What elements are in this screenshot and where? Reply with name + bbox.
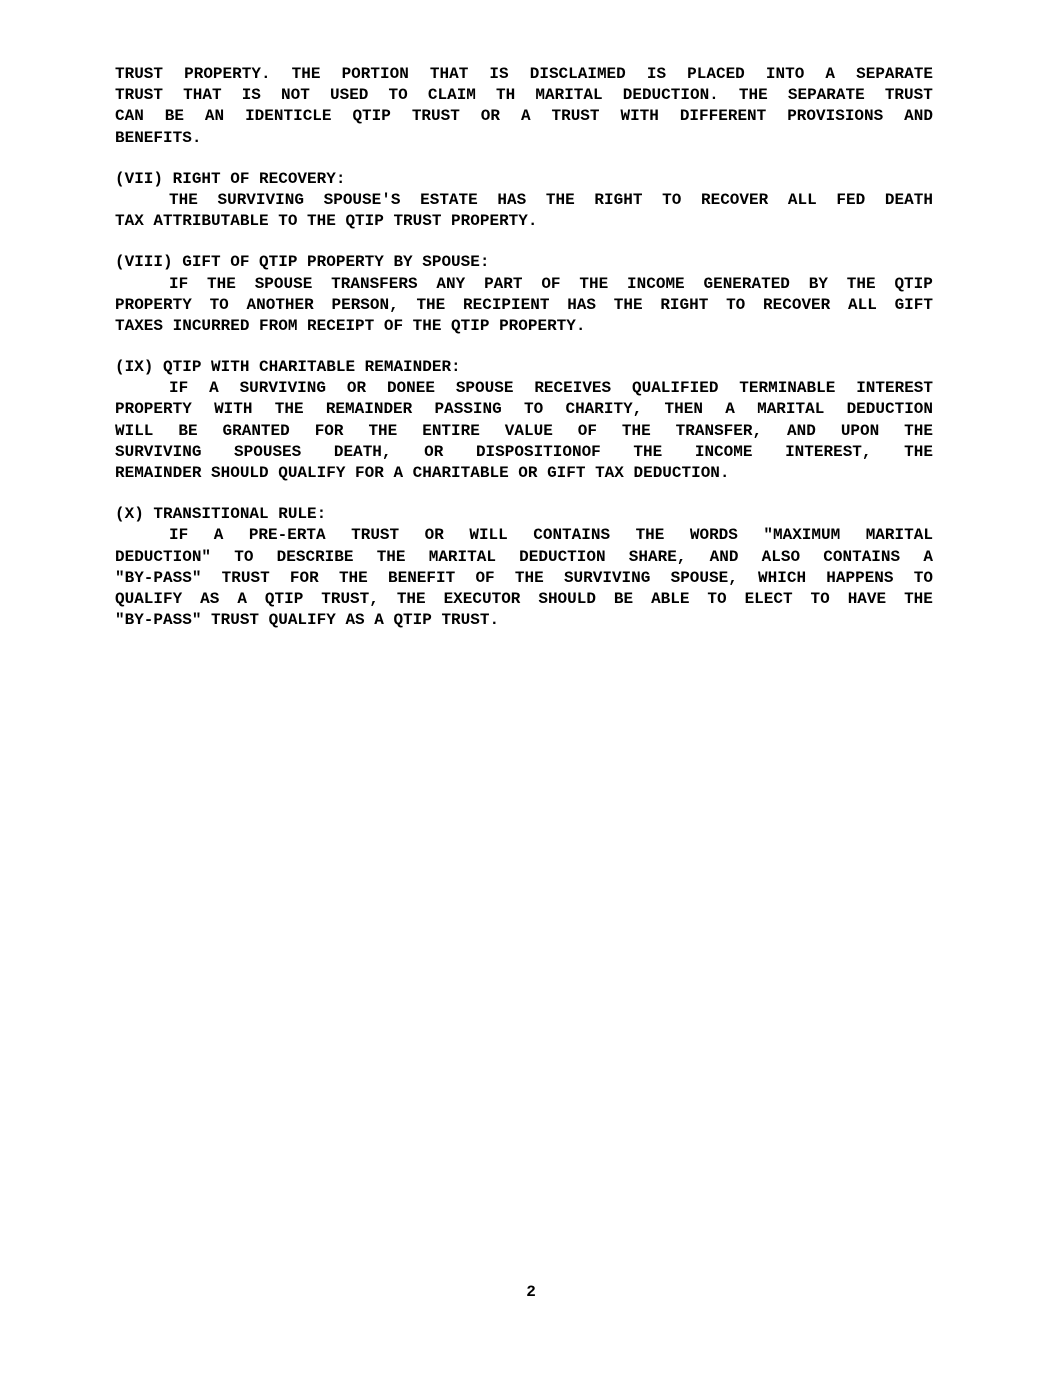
- section-transitional-rule: [115, 504, 933, 631]
- word: WILL: [115, 421, 154, 440]
- word: AS: [200, 589, 220, 608]
- paragraph-line: [115, 547, 933, 568]
- word: INCOME: [694, 442, 753, 461]
- word: TRUST: [551, 107, 600, 126]
- word: CAN: [115, 107, 144, 126]
- word: EXECUTOR: [443, 589, 521, 608]
- word: BY: [808, 274, 828, 293]
- paragraph-line: TAX ATTRIBUTABLE TO THE QTIP TRUST PROPERTY.: [115, 212, 538, 231]
- word: THE: [738, 86, 768, 105]
- paragraph-line: [115, 85, 933, 106]
- word: THE: [846, 274, 876, 293]
- word: A: [213, 526, 224, 545]
- word: SEPARATE: [856, 65, 933, 83]
- word: INTEREST,: [785, 442, 872, 461]
- word: VALUE: [504, 421, 553, 440]
- word: BENEFIT: [388, 568, 456, 587]
- paragraph-line: BENEFITS.: [115, 128, 202, 147]
- word: SPOUSES: [234, 442, 302, 461]
- word: IF: [169, 379, 189, 398]
- word: BE: [164, 107, 184, 126]
- paragraph-line: [115, 295, 933, 316]
- word: MARITAL: [865, 526, 933, 545]
- word: THE: [274, 400, 304, 419]
- word: PASSING: [434, 400, 502, 419]
- word: INCOME: [627, 274, 685, 293]
- word: "BY-PASS": [115, 568, 202, 587]
- word: ANY: [436, 274, 466, 293]
- word: DEATH: [884, 190, 933, 209]
- word: WITH: [214, 400, 253, 419]
- word: MARITAL: [428, 547, 496, 566]
- word: THE: [635, 526, 665, 545]
- word: INTEREST: [856, 379, 933, 398]
- word: THE: [621, 421, 651, 440]
- paragraph-line: [115, 525, 933, 546]
- word: RIGHT: [594, 190, 643, 209]
- word: SPOUSE: [254, 274, 313, 293]
- word: SPOUSE'S: [323, 190, 401, 209]
- word: TRUST: [115, 65, 164, 83]
- word: MARITAL: [757, 400, 825, 419]
- section-qtip-charitable-remainder: [115, 357, 933, 484]
- word: QTIP: [264, 589, 304, 608]
- word: "MAXIMUM: [763, 526, 841, 545]
- word: SEPARATE: [787, 86, 865, 105]
- section-heading: (X) TRANSITIONAL RULE:: [115, 505, 327, 524]
- word: IDENTICLE: [245, 107, 332, 126]
- section-right-of-recovery: [115, 169, 933, 233]
- paragraph-line: TAXES INCURRED FROM RECEIPT OF THE QTIP PROPERTY.: [115, 316, 586, 335]
- paragraph-line: [115, 568, 933, 589]
- word: ELECT: [744, 589, 793, 608]
- word: THE: [396, 589, 426, 608]
- word: IS: [489, 65, 509, 83]
- word: TRUST: [221, 568, 270, 587]
- word: AND: [904, 107, 933, 126]
- word: THE: [368, 421, 398, 440]
- word: NOT: [281, 86, 310, 105]
- word: TRUST: [351, 526, 400, 545]
- word: DEDUCTION: [519, 547, 606, 566]
- word: IS: [241, 86, 261, 105]
- section-heading: (VII) RIGHT OF RECOVERY:: [115, 169, 346, 188]
- word: TO: [524, 400, 544, 419]
- paragraph-line: [115, 589, 933, 610]
- page-number: 2: [526, 1283, 536, 1301]
- word: OF: [577, 421, 597, 440]
- word: SHARE,: [628, 547, 687, 566]
- word: DESCRIBE: [276, 547, 354, 566]
- word: AND: [709, 547, 739, 566]
- word: IF: [169, 274, 189, 293]
- word: PROPERTY.: [184, 65, 271, 83]
- word: PLACED: [687, 65, 745, 83]
- word: THE: [545, 190, 575, 209]
- word: TERMINABLE: [739, 379, 836, 398]
- word: THAT: [429, 65, 469, 83]
- word: DIFFERENT: [679, 107, 767, 126]
- word: GIFT: [894, 295, 933, 314]
- word: ALL: [848, 295, 877, 314]
- word: THE: [613, 295, 643, 314]
- word: WITH: [620, 107, 659, 126]
- word: THE: [291, 65, 321, 83]
- word: SURVIVING: [563, 568, 651, 587]
- word: IF: [169, 526, 189, 545]
- word: CONTAINS: [823, 547, 901, 566]
- word: MARITAL: [535, 86, 603, 105]
- word: CHARITY,: [565, 400, 643, 419]
- word: TRANSFER,: [675, 421, 763, 440]
- word: DEDUCTION: [846, 400, 933, 419]
- word: AND: [787, 421, 816, 440]
- word: SPOUSE: [455, 379, 514, 398]
- word: SURVIVING: [115, 442, 202, 461]
- word: THE: [633, 442, 663, 461]
- word: QTIP: [352, 107, 391, 126]
- word: DEATH,: [333, 442, 392, 461]
- word: CONTAINS: [533, 526, 611, 545]
- word: TRANSFERS: [331, 274, 418, 293]
- word: DEDUCTION": [115, 547, 212, 566]
- word: BE: [178, 421, 198, 440]
- word: DISCLAIMED: [529, 65, 626, 83]
- word: HAS: [497, 190, 527, 209]
- word: THE: [376, 547, 406, 566]
- word: AN: [204, 107, 225, 126]
- word: WHICH: [758, 568, 807, 587]
- word: TO: [913, 568, 933, 587]
- paragraph-line: "BY-PASS" TRUST QUALIFY AS A QTIP TRUST.: [115, 611, 500, 630]
- word: TO: [234, 547, 254, 566]
- word: FOR: [289, 568, 319, 587]
- word: RECEIVES: [534, 379, 612, 398]
- section-gift-of-qtip-property: [115, 252, 933, 337]
- word: THEN: [664, 400, 703, 419]
- word: INTO: [765, 65, 805, 83]
- word: THE: [416, 295, 446, 314]
- word: CLAIM: [427, 86, 476, 105]
- word: ALL: [787, 190, 817, 209]
- word: ANOTHER: [246, 295, 314, 314]
- word: ALSO: [761, 547, 801, 566]
- word: PROVISIONS: [787, 107, 884, 126]
- paragraph-line: [115, 64, 933, 85]
- word: PORTION: [341, 65, 409, 83]
- word: OR: [424, 442, 444, 461]
- word: A: [923, 547, 933, 566]
- word: OF: [475, 568, 495, 587]
- word: RECOVER: [701, 190, 769, 209]
- word: A: [209, 379, 219, 398]
- word: PERSON,: [331, 295, 399, 314]
- word: OR: [480, 107, 500, 126]
- word: THE: [169, 190, 198, 209]
- word: DEDUCTION.: [622, 86, 719, 105]
- word: HAVE: [847, 589, 887, 608]
- word: A: [520, 107, 531, 126]
- word: OR: [424, 526, 444, 545]
- word: PROPERTY: [115, 400, 192, 419]
- word: QUALIFY: [115, 589, 183, 608]
- paragraph-line: [115, 421, 933, 442]
- word: SPOUSE,: [670, 568, 738, 587]
- document-body: [115, 64, 933, 651]
- word: RECOVER: [763, 295, 831, 314]
- word: IS: [646, 65, 667, 83]
- word: RECIPIENT: [463, 295, 550, 314]
- paragraph-line: [115, 106, 933, 127]
- word: HAS: [567, 295, 596, 314]
- word: WORDS: [689, 526, 738, 545]
- word: REMAINDER: [325, 400, 413, 419]
- word: TH: [496, 86, 516, 105]
- word: SURVIVING: [239, 379, 326, 398]
- section-heading: (IX) QTIP WITH CHARITABLE REMAINDER:: [115, 358, 461, 377]
- word: PROPERTY: [115, 295, 192, 314]
- word: THE: [904, 589, 933, 608]
- word: PRE-ERTA: [248, 526, 326, 545]
- word: A: [725, 400, 735, 419]
- section-heading: (VIII) GIFT OF QTIP PROPERTY BY SPOUSE:: [115, 253, 490, 272]
- word: SHOULD: [538, 589, 596, 608]
- word: USED: [330, 86, 369, 105]
- word: TO: [707, 589, 727, 608]
- word: TRUST,: [321, 589, 379, 608]
- word: THE: [904, 421, 933, 440]
- word: BE: [613, 589, 634, 608]
- word: WILL: [469, 526, 508, 545]
- word: QTIP: [894, 274, 933, 293]
- word: ENTIRE: [422, 421, 480, 440]
- word: TRUST: [115, 86, 164, 105]
- intro-paragraph: [115, 64, 933, 149]
- word: A: [237, 589, 247, 608]
- word: THE: [579, 274, 609, 293]
- word: ESTATE: [420, 190, 478, 209]
- word: OF: [541, 274, 561, 293]
- word: TO: [726, 295, 746, 314]
- word: FOR: [314, 421, 344, 440]
- word: FED: [836, 190, 866, 209]
- word: GENERATED: [703, 274, 790, 293]
- paragraph-line: REMAINDER SHOULD QUALIFY FOR A CHARITABLE OR GIFT TAX DEDUCTION.: [115, 464, 730, 482]
- word: DISPOSITIONOF: [475, 442, 601, 461]
- word: HAPPENS: [826, 568, 894, 587]
- word: QUALIFIED: [632, 379, 719, 398]
- paragraph-line: [115, 442, 933, 463]
- word: TO: [662, 190, 682, 209]
- paragraph-line: [115, 274, 933, 295]
- word: THE: [514, 568, 544, 587]
- paragraph-line: [115, 399, 933, 420]
- word: TO: [388, 86, 408, 105]
- word: A: [825, 65, 836, 83]
- word: ABLE: [651, 589, 690, 608]
- word: THE: [904, 442, 933, 461]
- word: THE: [338, 568, 368, 587]
- word: TO: [209, 295, 229, 314]
- word: THAT: [183, 86, 222, 105]
- paragraph-line: [115, 190, 933, 211]
- word: SURVIVING: [217, 190, 304, 209]
- word: PART: [484, 274, 523, 293]
- word: DONEE: [386, 379, 435, 398]
- word: TO: [810, 589, 830, 608]
- paragraph-line: [115, 378, 933, 399]
- word: THE: [207, 274, 236, 293]
- word: TRUST: [411, 107, 460, 126]
- word: UPON: [840, 421, 880, 440]
- word: TRUST: [884, 86, 933, 105]
- word: RIGHT: [660, 295, 709, 314]
- word: GRANTED: [222, 421, 290, 440]
- word: OR: [346, 379, 367, 398]
